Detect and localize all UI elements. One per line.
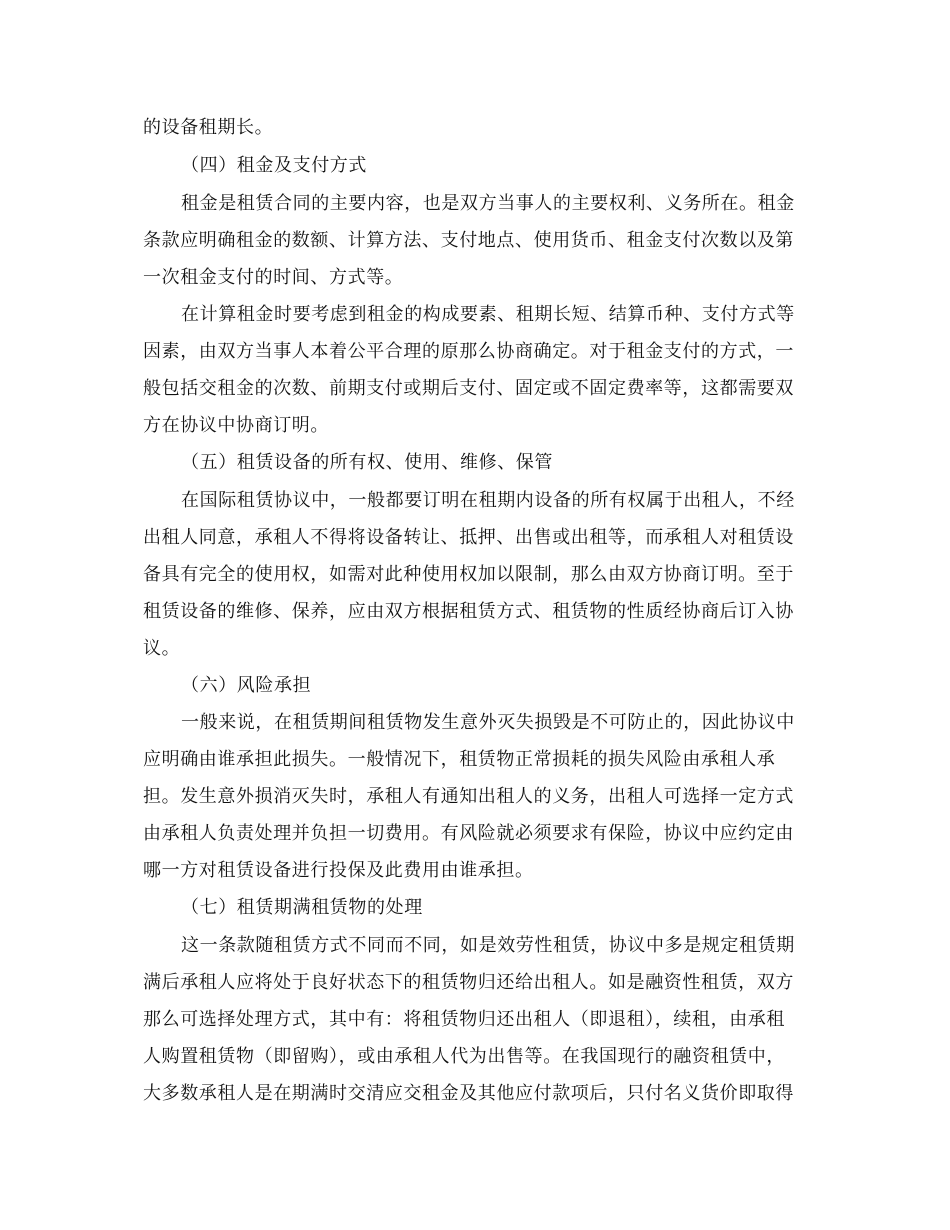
body-text-line: 应明确由谁承担此损失。一般情况下，租赁物正常损耗的损失风险由承租人承: [143, 749, 776, 770]
body-text-line: 这一条款随租赁方式不同而不同，如是效劳性租赁，协议中多是规定租赁期: [181, 935, 795, 956]
body-text-line: 在国际租赁协议中，一般都要订明在租期内设备的所有权属于出租人，不经: [181, 490, 795, 511]
body-text-line: 出租人同意，承租人不得将设备转让、抵押、出售或出租等，而承租人对租赁设: [143, 527, 794, 548]
body-text-line: 人购置租赁物（即留购），或由承租人代为出售等。在我国现行的融资租赁中，: [143, 1046, 785, 1067]
section-heading: （四）租金及支付方式: [181, 155, 367, 176]
body-text-line: 一般来说，在租赁期间租赁物发生意外灭失损毁是不可防止的，因此协议中: [181, 712, 795, 733]
body-text-line: 备具有完全的使用权，如需对此种使用权加以限制，那么由双方协商订明。至于: [143, 564, 794, 585]
body-text-line: 议。: [143, 638, 181, 659]
body-text-line: 大多数承租人是在期满时交清应交租金及其他应付款项后，只付名义货价即取得: [143, 1083, 794, 1104]
body-text-line: 在计算租金时要考虑到租金的构成要素、租期长短、结算币种、支付方式等: [181, 304, 795, 325]
body-text-line: 方在协议中协商订明。: [143, 415, 329, 436]
body-text-line: 因素，由双方当事人本着公平合理的原那么协商确定。对于租金支付的方式，一: [143, 341, 794, 362]
body-text-line: 由承租人负责处理并负担一切费用。有风险就必须要求有保险，协议中应约定由: [143, 823, 794, 844]
body-text-line: 哪一方对租赁设备进行投保及此费用由谁承担。: [143, 860, 534, 881]
body-text-line: 条款应明确租金的数额、计算方法、支付地点、使用货币、租金支付次数以及第: [143, 230, 794, 251]
body-text-line: 租金是租赁合同的主要内容，也是双方当事人的主要权利、义务所在。租金: [181, 193, 795, 214]
section-heading: （五）租赁设备的所有权、使用、维修、保管: [181, 452, 553, 473]
body-text-line: 那么可选择处理方式，其中有：将租赁物归还出租人（即退租），续租，由承租: [143, 1009, 785, 1030]
body-text-line: 般包括交租金的次数、前期支付或期后支付、固定或不固定费率等，这都需要双: [143, 378, 794, 399]
body-text-line: 担。发生意外损消灭失时，承租人有通知出租人的义务，出租人可选择一定方式: [143, 786, 794, 807]
body-text-line: 的设备租期长。: [143, 117, 274, 138]
body-text-line: 一次租金支付的时间、方式等。: [143, 267, 404, 288]
body-text-line: 满后承租人应将处于良好状态下的租赁物归还给出租人。如是融资性租赁，双方: [143, 972, 794, 993]
section-heading: （七）租赁期满租赁物的处理: [181, 897, 423, 918]
section-heading: （六）风险承担: [181, 675, 312, 696]
body-text-line: 租赁设备的维修、保养，应由双方根据租赁方式、租赁物的性质经协商后订入协: [143, 601, 794, 622]
